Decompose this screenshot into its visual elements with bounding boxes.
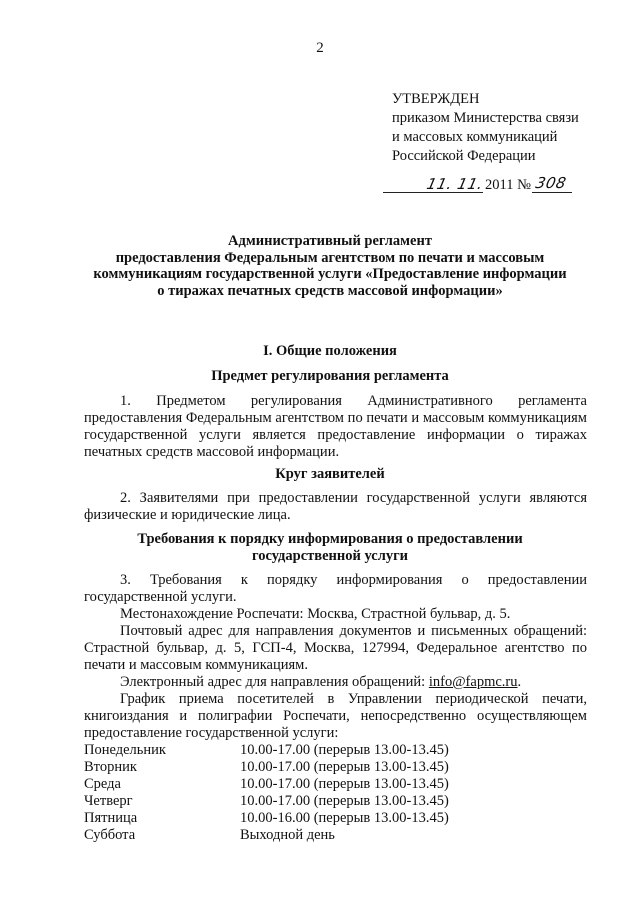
paragraph-2: 2. Заявителями при предоставлении государственной услуги являются физические и юридические лица. bbox=[84, 490, 587, 523]
subsection-heading-requirements bbox=[75, 531, 585, 565]
title-line: предоставления Федеральным агентством по печати и массовым bbox=[115, 249, 545, 266]
schedule-hours: 10.00-17.00 (перерыв 13.00-13.45) bbox=[240, 742, 449, 758]
title-line: о тиражах печатных средств массовой информации» bbox=[157, 282, 503, 299]
schedule-hours: 10.00-17.00 (перерыв 13.00-13.45) bbox=[240, 793, 449, 809]
paragraph-1: 1. Предметом регулирования Административного регламента предоставления Федеральным агентством по печати и массовым коммуникациям государственной услуги является предоставление информации о тиражах печатных средств массовой информации. bbox=[84, 393, 587, 460]
schedule-day: Пятница bbox=[84, 810, 138, 826]
schedule-table bbox=[84, 742, 449, 844]
schedule-day: Вторник bbox=[84, 759, 137, 775]
approval-date-line bbox=[383, 174, 573, 200]
schedule-hours: 10.00-17.00 (перерыв 13.00-13.45) bbox=[240, 759, 449, 775]
schedule-hours: 10.00-17.00 (перерыв 13.00-13.45) bbox=[240, 776, 449, 792]
schedule-hours: 10.00-16.00 (перерыв 13.00-13.45) bbox=[240, 810, 449, 826]
email-label: Электронный адрес для направления обращений: bbox=[120, 674, 426, 690]
schedule-row bbox=[84, 742, 449, 759]
email-link[interactable]: info@fapmc.ru bbox=[428, 674, 518, 690]
approval-line: и массовых коммуникаций bbox=[392, 129, 558, 145]
approval-year: 2011 № bbox=[485, 177, 531, 193]
subsection-heading: Круг заявителей bbox=[275, 466, 385, 482]
schedule-row bbox=[84, 759, 449, 776]
paragraph-email bbox=[84, 674, 587, 691]
approval-heading: УТВЕРЖДЕН bbox=[392, 91, 480, 107]
schedule-day: Понедельник bbox=[84, 742, 166, 758]
title-line: Административный регламент bbox=[228, 233, 432, 249]
schedule-row bbox=[84, 793, 449, 810]
number-underline bbox=[532, 192, 572, 193]
section-heading: I. Общие положения bbox=[263, 343, 397, 359]
page-number: 2 bbox=[316, 40, 324, 56]
handwritten-number: 308 bbox=[534, 174, 569, 192]
schedule-day: Среда bbox=[84, 776, 121, 792]
handwritten-date: 11. 11. bbox=[425, 175, 485, 193]
email-punct: . bbox=[517, 674, 522, 690]
paragraph-3: 3. Требования к порядку информирования о предоставлении государственной услуги. bbox=[84, 572, 587, 605]
schedule-day: Суббота bbox=[84, 827, 136, 843]
schedule-row bbox=[84, 810, 449, 827]
title-line: коммуникациям государственной услуги «Предоставление информации bbox=[93, 266, 567, 282]
schedule-row bbox=[84, 827, 449, 844]
approval-line: приказом Министерства связи bbox=[392, 110, 579, 126]
schedule-day: Четверг bbox=[84, 793, 133, 809]
paragraph-location: Местонахождение Роспечати: Москва, Страстной бульвар, д. 5. bbox=[120, 606, 511, 622]
schedule-row bbox=[84, 776, 449, 793]
paragraph-schedule-intro: График приема посетителей в Управлении периодической печати, книгоиздания и полиграфии Роспечати, непосредственно осуществляющем предоставление государственной услуги: bbox=[84, 691, 587, 741]
document-title bbox=[75, 233, 585, 299]
heading-line: государственной услуги bbox=[251, 548, 409, 564]
paragraph-postal: Почтовый адрес для направления документов и письменных обращений: Страстной бульвар, д. 5, ГСП-4, Москва, 127994, Федеральное агентство по печати и массовым коммуникациям. bbox=[84, 623, 587, 673]
approval-block bbox=[392, 90, 579, 166]
approval-line: Российской Федерации bbox=[392, 148, 536, 164]
subsection-heading: Предмет регулирования регламента bbox=[211, 368, 449, 384]
heading-line: Требования к порядку информирования о предоставлении bbox=[137, 531, 523, 547]
schedule-hours: Выходной день bbox=[240, 827, 335, 843]
